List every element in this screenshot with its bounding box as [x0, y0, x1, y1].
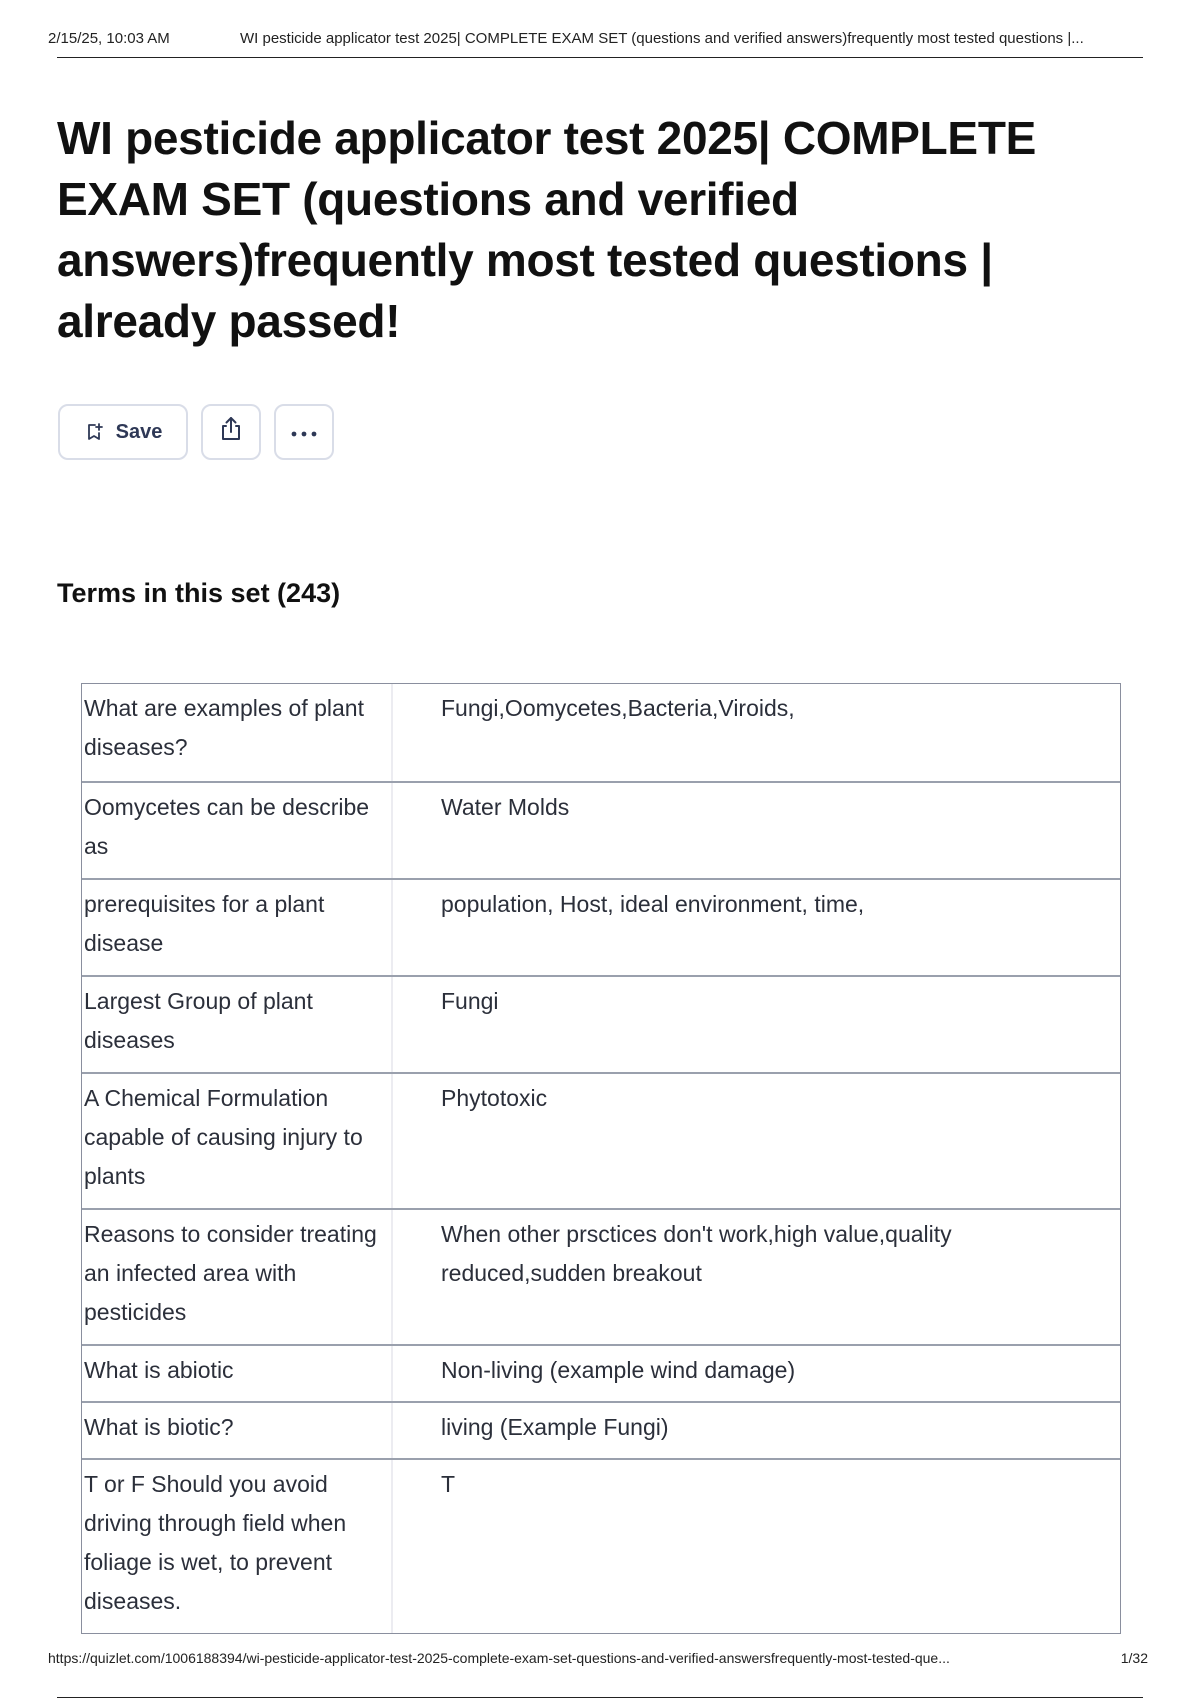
table-row [82, 684, 1120, 781]
ellipsis-icon [290, 421, 318, 444]
page-number: 1/32 [1120, 1650, 1148, 1666]
definition-cell: When other prsctices don't work,high value,quality reduced,sudden breakout [441, 1221, 952, 1286]
table-row [82, 878, 1120, 975]
term-cell: T or F Should you avoid driving through field when foliage is wet, to prevent diseases. [82, 1460, 393, 1633]
definition-cell: Fungi [441, 988, 499, 1014]
definition-cell: population, Host, ideal environment, time, [441, 891, 865, 917]
definition-cell: Fungi,Oomycetes,Bacteria,Viroids, [441, 695, 795, 721]
footer-divider [57, 1697, 1143, 1698]
definition-cell: Water Molds [441, 794, 570, 820]
table-row [82, 1401, 1120, 1458]
term-cell: What is abiotic [82, 1346, 393, 1401]
term-cell: A Chemical Formulation capable of causing injury to plants [82, 1074, 393, 1208]
terms-count-heading: Terms in this set (243) [57, 578, 341, 608]
print-doc-title: WI pesticide applicator test 2025| COMPLETE EXAM SET (questions and verified answers)frequently most tested questions |... [240, 30, 1084, 47]
save-label: Save [115, 420, 163, 443]
definition-cell: T [441, 1471, 456, 1497]
definition-cell: Phytotoxic [441, 1085, 548, 1111]
header-divider [57, 57, 1143, 58]
table-row [82, 1344, 1120, 1401]
table-row [82, 781, 1120, 878]
table-row [82, 1458, 1120, 1633]
term-cell: What is biotic? [82, 1403, 393, 1458]
term-cell: Oomycetes can be describe as [82, 783, 393, 878]
definition-cell: Non-living (example wind damage) [441, 1357, 796, 1383]
definition-cell: living (Example Fungi) [441, 1414, 669, 1440]
page-title: WI pesticide applicator test 2025| COMPLETE EXAM SET (questions and verified answers)frequently most tested questions | already passed! [57, 112, 1036, 347]
share-button[interactable] [201, 404, 261, 460]
bookmark-plus-icon [84, 422, 104, 442]
save-button[interactable] [58, 404, 188, 460]
print-date: 2/15/25, 10:03 AM [48, 30, 170, 47]
more-options-button[interactable] [274, 404, 334, 460]
term-cell: Reasons to consider treating an infected area with pesticides [82, 1210, 393, 1344]
table-row [82, 1072, 1120, 1208]
term-cell: prerequisites for a plant disease [82, 880, 393, 975]
term-cell: What are examples of plant diseases? [82, 684, 393, 781]
share-icon [217, 415, 245, 449]
term-cell: Largest Group of plant diseases [82, 977, 393, 1072]
table-row [82, 1208, 1120, 1344]
terms-table [81, 683, 1121, 1634]
table-row [82, 975, 1120, 1072]
page-url: https://quizlet.com/1006188394/wi-pesticide-applicator-test-2025-complete-exam-set-questions-and-verified-answersfrequently-most-tested-que... [48, 1650, 950, 1666]
